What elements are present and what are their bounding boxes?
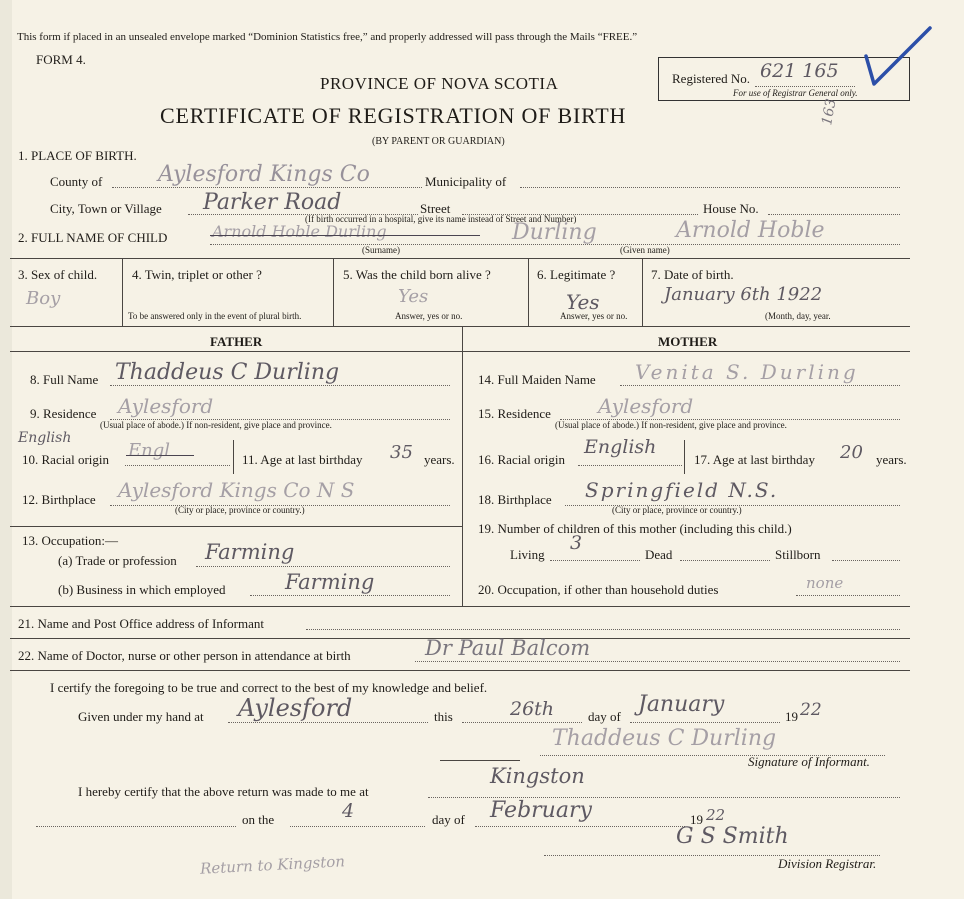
informant-line [306,629,900,630]
form-number: FORM 4. [36,52,86,67]
legitimate-label: 6. Legitimate ? [537,267,616,282]
day-line [462,722,582,723]
father-racial-struck: Engl [128,440,171,461]
row3-divider-4 [642,258,643,326]
doctor-line [415,661,900,662]
mother-age-value: 20 [840,442,863,463]
date-of-birth-value: January 6th 1922 [664,284,823,305]
province-heading: PROVINCE OF NOVA SCOTIA [320,74,559,93]
registrar-day-of-label: day of [432,812,465,827]
mother-racial-line [578,465,682,466]
this-label: this [434,709,453,724]
hospital-note: (If birth occurred in a hospital, give its name instead of Street and Number) [305,214,577,224]
city-value: Parker Road [203,190,342,215]
registrar-day-line [290,826,425,827]
registrar-year-value: 22 [706,806,726,824]
mother-occupation-value: none [806,574,844,592]
father-name-value: Thaddeus C Durling [115,360,340,385]
registered-no-line [755,86,855,87]
month-line [630,722,780,723]
street-label: Street [420,201,451,216]
mother-name-line [620,385,900,386]
mother-racial-value: English [584,436,657,458]
occupation-heading: 13. Occupation:— [22,533,119,548]
given-place-line [228,722,428,723]
given-place-value: Aylesford [238,694,353,722]
father-birthplace-label: 12. Birthplace [22,492,96,507]
parents-bottom-rule [10,606,910,607]
stillborn-label: Stillborn [775,547,821,562]
city-label: City, Town or Village [50,201,162,216]
registrar-signature: G S Smith [676,824,789,849]
county-label: County of [50,174,103,189]
child-name-label: 2. FULL NAME OF CHILD [18,230,168,245]
twin-label: 4. Twin, triplet or other ? [132,267,262,282]
registrar-month-line [475,826,685,827]
given-under-label: Given under my hand at [78,709,204,724]
registrar-statement: I hereby certify that the above return was made to me at [78,784,369,799]
father-racial-strike [126,455,194,456]
father-heading: FATHER [210,334,263,349]
registered-no-label: Registered No. [672,71,750,86]
mother-birthplace-label: 18. Birthplace [478,492,552,507]
return-margin-note: Return to Kingston [199,852,346,878]
signature-short-rule [440,760,520,761]
mother-heading: MOTHER [658,334,718,349]
father-section-rule [10,526,462,527]
postal-notice: This form if placed in an unsealed envelope marked “Dominion Statistics free,” and properly addressed will pass through the Mails “FREE.” [17,31,638,43]
father-birthplace-value: Aylesford Kings Co N S [118,478,355,502]
father-birthplace-note: (City or place, province or country.) [175,505,305,515]
father-racial-value: English [18,430,72,446]
doctor-label: 22. Name of Doctor, nurse or other person in attendance at birth [18,648,351,663]
mother-residence-label: 15. Residence [478,406,551,421]
trade-label: (a) Trade or profession [58,553,177,568]
dead-label: Dead [645,547,673,562]
trade-value: Farming [205,540,295,564]
mother-occupation-label: 20. Occupation, if other than household duties [478,582,719,597]
born-alive-note: Answer, yes or no. [395,311,463,321]
parents-heading-rule [10,351,910,352]
registrar-day-value: 4 [342,800,355,822]
father-age-years: years. [424,452,455,467]
business-label: (b) Business in which employed [58,582,226,597]
child-name-struck: Arnold Hoble Durling [212,222,387,241]
child-surname: Durling [512,220,597,245]
certification-statement: I certify the foregoing to be true and correct to the best of my knowledge and belief. [50,680,488,695]
born-alive-value: Yes [398,286,429,307]
date-of-birth-note: (Month, day, year. [765,311,831,321]
mother-birthplace-value: Springfield N.S. [585,478,779,502]
mother-residence-value: Aylesford [598,394,694,418]
mother-birthplace-note: (City or place, province or country.) [612,505,742,515]
blue-checkmark-icon [860,22,940,92]
row3-divider-2 [333,258,334,326]
mother-age-years: years. [876,452,907,467]
certificate-subtitle: (BY PARENT OR GUARDIAN) [372,136,505,147]
house-no-line [768,214,900,215]
child-given-name: Arnold Hoble [676,218,825,243]
born-alive-label: 5. Was the child born alive ? [343,267,491,282]
informant-signature-caption: Signature of Informant. [748,754,870,769]
father-age-value: 35 [390,442,413,463]
mother-residence-note: (Usual place of abode.) If non-resident, give place and province. [555,420,787,430]
father-residence-value: Aylesford [118,394,214,418]
father-age-divider [233,440,234,474]
informant-label: 21. Name and Post Office address of Informant [18,616,264,631]
twin-note: To be answered only in the event of plural birth. [128,311,302,321]
father-name-label: 8. Full Name [30,372,99,387]
trade-line [196,566,450,567]
father-residence-label: 9. Residence [30,406,97,421]
mother-age-label: 17. Age at last birthday [694,452,815,467]
certification-day-value: 26th [510,698,555,720]
municipality-label: Municipality of [425,174,507,189]
row3-bottom-border [10,326,910,327]
mother-children-label: 19. Number of children of this mother (including this child.) [478,521,792,536]
registered-number: 621 165 [760,60,839,82]
certification-year-value: 22 [800,700,822,720]
father-name-line [110,385,450,386]
father-age-label: 11. Age at last birthday [242,452,363,467]
mother-racial-label: 16. Racial origin [478,452,566,467]
living-value: 3 [570,532,583,554]
business-line [250,595,450,596]
mother-occupation-line [796,595,900,596]
business-value: Farming [285,570,375,594]
legitimate-value: Yes [566,290,600,314]
registrar-year-prefix: 19 [690,812,703,827]
year-prefix: 19 [785,709,798,724]
row3-divider-3 [528,258,529,326]
registrar-caption: Division Registrar. [778,856,877,871]
date-of-birth-label: 7. Date of birth. [651,267,734,282]
certification-month-value: January [638,692,725,717]
left-edge-shadow [0,0,12,899]
living-line [550,560,640,561]
father-racial-line [125,465,230,466]
mother-name-label: 14. Full Maiden Name [478,372,596,387]
mother-age-divider [684,440,685,474]
registered-no-note: For use of Registrar General only. [733,88,858,98]
given-name-caption: (Given name) [620,245,670,255]
house-no-label: House No. [703,201,759,216]
municipality-line [520,187,900,188]
registrar-month-value: February [490,798,592,823]
on-the-label: on the [242,812,275,827]
legitimate-note: Answer, yes or no. [560,311,628,321]
child-name-strike [210,235,480,236]
mother-name-value: Venita S. Durling [635,360,859,384]
sex-value: Boy [26,288,61,309]
living-label: Living [510,547,545,562]
surname-caption: (Surname) [362,245,400,255]
corner-number: 163 [819,97,840,127]
dead-line [680,560,770,561]
occupation-divider [462,526,463,606]
county-line [112,187,422,188]
father-residence-note: (Usual place of abode.) If non-resident, give place and province. [100,420,332,430]
registrar-leading-line [36,826,236,827]
sex-label: 3. Sex of child. [18,267,98,282]
father-racial-label: 10. Racial origin [22,452,110,467]
parents-center-divider [462,326,463,526]
registrar-place-value: Kingston [490,764,585,788]
stillborn-line [832,560,900,561]
row3-divider-1 [122,258,123,326]
row3-top-border [10,258,910,259]
county-value: Aylesford Kings Co [158,162,370,187]
place-of-birth-heading: 1. PLACE OF BIRTH. [18,148,137,163]
certificate-title: CERTIFICATE OF REGISTRATION OF BIRTH [160,103,627,128]
doctor-value: Dr Paul Balcom [425,636,591,660]
informant-signature: Thaddeus C Durling [552,726,777,751]
doctor-rule [10,670,910,671]
day-of-label: day of [588,709,621,724]
